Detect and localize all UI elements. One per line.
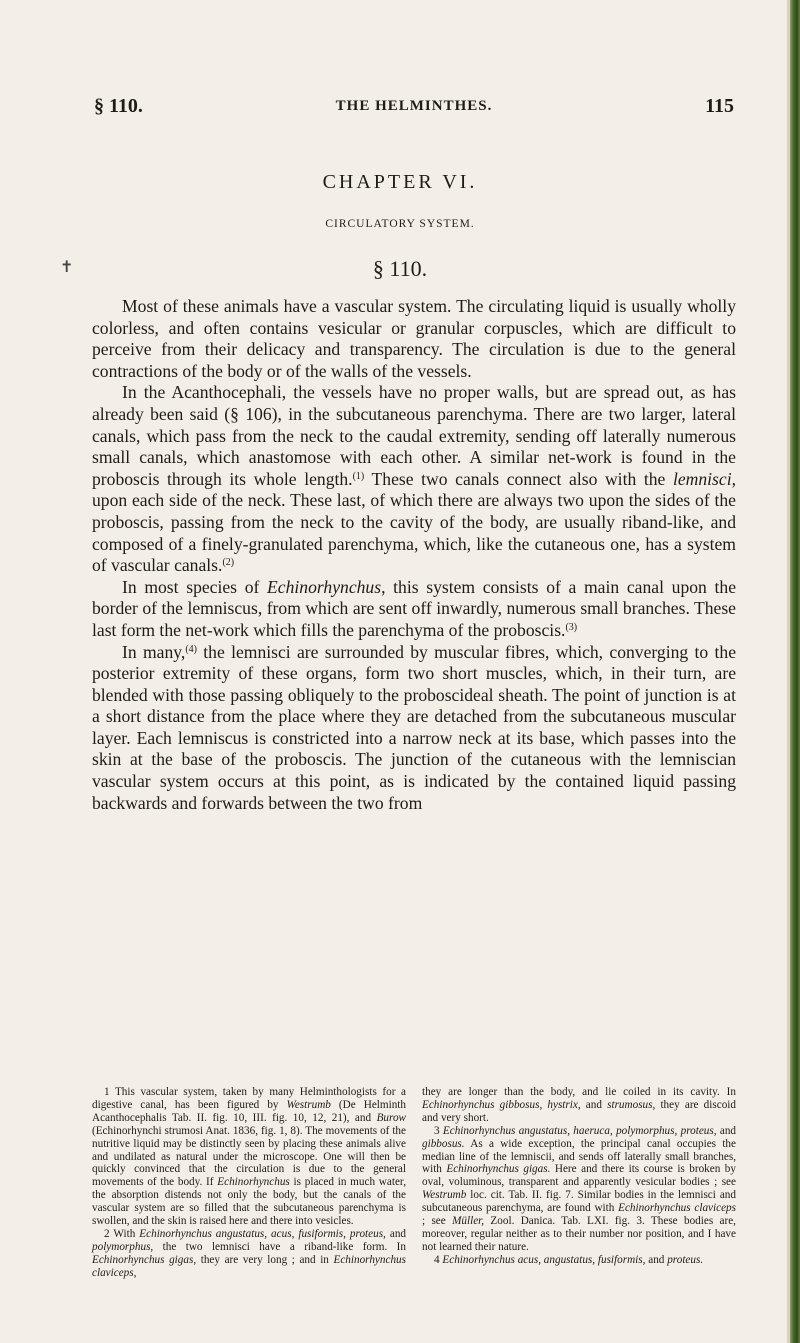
footnote-text: 2 With [104, 1227, 140, 1240]
footnote-italic: Westrumb [422, 1189, 467, 1202]
footnote-italic: Echinorhynchus claviceps [618, 1202, 736, 1215]
footnote-4 [422, 1254, 736, 1267]
book-cover-edge [790, 0, 800, 1343]
footnote-ref: (3) [565, 621, 578, 633]
page-number: 115 [705, 95, 734, 117]
chapter-heading: CHAPTER VI. [322, 171, 478, 193]
footnote-2 [92, 1228, 406, 1280]
footnote-1 [92, 1086, 406, 1228]
footnote-text: they are very long ; and in [196, 1253, 334, 1266]
footnote-text: ; see [422, 1215, 453, 1228]
footnote-italic: Westrumb [286, 1098, 331, 1111]
footnote-italic: strumosus, [607, 1098, 656, 1111]
body-text [92, 296, 736, 814]
footnote-italic: Müller, [452, 1215, 485, 1228]
footnote-italic: Echinorhynchus gigas. [446, 1163, 551, 1176]
paragraph-3 [92, 577, 736, 642]
footnote-italic: Echinorhynchus [217, 1176, 290, 1189]
paragraph-text: In many, [122, 641, 186, 662]
footnotes-right-column [422, 1086, 736, 1280]
paragraph-1 [92, 296, 736, 382]
paragraph-text: In the Acanthocephali, the vessels have no proper walls, but are spread out, as has already been said (§ 106), in the subcutaneous parenchyma. There are two larger, lateral canals, which pass from the neck to the caudal extremity, sending off laterally numerous small canals, which anastomose with each other. A similar net-work is found in the proboscis through its whole length. [92, 382, 736, 489]
footnote-italic: Echinorhynchus angustatus, haeruca, polymorphus, proteus, [442, 1124, 717, 1137]
footnote-italic: Burow [376, 1111, 406, 1124]
footnote-text: 3 [434, 1124, 443, 1137]
italic-term: lemnisci [672, 468, 732, 489]
paragraph-text: , upon each side of the neck. These last, of which there are always two upon the sides of the proboscis, passing from the neck to the cavity of the body, are usually riband-like, and composed of a finely-granulated parenchyma, which, like the cutaneous one, has a system of vascular canals. [92, 468, 737, 576]
footnote-text: Zool. Danica. Tab. LXI. fig. 3. These bodies are, moreover, regular neither as to their number nor position, and I have not learned their nature. [422, 1215, 736, 1253]
footnote-text: 1 This vascular system, taken by many Helminthologists for a digestive canal, has been figured by [92, 1086, 406, 1111]
footnote-text: 4 [434, 1253, 443, 1266]
footnote-text: and [645, 1253, 668, 1266]
footnote-ref: (4) [185, 643, 197, 655]
footnote-text: and [580, 1098, 608, 1111]
footnote-italic: Echinorhynchus gigas, [92, 1253, 197, 1266]
footnote-text: and [385, 1227, 407, 1240]
footnote-text: Here and there its course is broken by oval, voluminous, transparent and apparently vesicular bodies ; see [422, 1163, 736, 1189]
italic-term: Echinorhynchus [267, 576, 382, 597]
paragraph-4 [92, 642, 736, 815]
running-head [94, 94, 734, 118]
footnote-italic: proteus. [667, 1253, 704, 1266]
footnote-italic: Echinorhynchus gibbosus, hystrix, [422, 1098, 581, 1111]
footnote-italic: Echinorhynchus acus, angustatus, fusiformis, [442, 1253, 646, 1266]
footnote-text: (De Helminth Acanthocephalis Tab. II. fig. 10, III. fig. 10, 12, 21), and [92, 1098, 406, 1124]
margin-mark: ✝ [60, 259, 74, 276]
paragraph-text: the lemnisci are surrounded by muscular fibres, which, converging to the posterior extremity of these organs, form two short muscles, which, in their turn, are blended with those passing obliquely to the proboscideal sheath. The point of junction is at a short distance from the place where they are detached from the subcutaneous muscular layer. Each lemniscus is constricted into a narrow neck at its base, which passes into the skin at the base of the proboscis. The junction of the cutaneous with the lemniscian vascular system occurs at this point, as is indicated by the contained liquid passing backwards and forwards between the two from [92, 641, 737, 813]
footnote-italic: Echinorhynchus claviceps, [92, 1253, 406, 1279]
footnote-text: As a wide exception, the principal canal occupies the median line of the lemniscii, and sends off laterally small branches, with [422, 1137, 736, 1176]
footnotes [92, 1086, 736, 1280]
paragraph-text: In most species of [122, 576, 268, 597]
section-heading: § 110. [372, 256, 428, 281]
footnote-3 [422, 1125, 736, 1254]
running-head-title: THE HELMINTHES. [335, 98, 493, 114]
footnote-ref: (2) [222, 557, 235, 569]
footnote-text: loc. cit. Tab. II. fig. 7. Similar bodies in the lemnisci and subcutaneous parenchyma, are found with [422, 1189, 736, 1215]
footnote-text: (Echinorhynchi strumosi Anat. 1836, fig. 1, 8). The movements of the nutritive liquid may be distinctly seen by placing these animals alive and undilated as natural under the microscope. One will then be quickly convinced that the circulation is due to the general movements of the body. If [92, 1124, 406, 1189]
footnote-text: they are discoid and very short. [422, 1098, 736, 1124]
footnote-text: the two lemnisci have a riband-like form. In [153, 1240, 406, 1253]
footnote-text: and [716, 1124, 737, 1137]
footnote-text: they are longer than the body, and lie coiled in its cavity. In [422, 1086, 736, 1098]
footnotes-left-column [92, 1086, 406, 1280]
chapter-subtitle: CIRCULATORY SYSTEM. [325, 218, 475, 230]
paragraph-text: Most of these animals have a vascular system. The circulating liquid is usually wholly colorless, and often contains vesicular or granular corpuscles, which are difficult to perceive from their delicacy and transparency. The circulation is due to the general contractions of the body or of the walls of the vessels. [92, 296, 736, 381]
footnote-2-continued [422, 1086, 736, 1125]
footnote-italic: gibbosus. [422, 1137, 465, 1150]
paragraph-text: , this system consists of a main canal upon the border of the lemniscus, from which are sent off inwardly, numerous small branches. These last form the net-work which fills the parenchyma of the proboscis. [92, 576, 736, 640]
footnote-text: is placed in much water, the absorption distends not only the body, but the canals of the vascular system are so filled that the subcutaneous parenchyma is swollen, and the skin is raised here and there into vesicles. [92, 1176, 406, 1228]
paragraph-text: These two canals connect also with the [364, 468, 673, 489]
footnote-italic: Echinorhynchus angustatus, acus, fusiformis, proteus, [139, 1227, 386, 1240]
running-head-section: § 110. [94, 95, 143, 117]
paragraph-2 [92, 382, 736, 576]
footnote-italic: polymorphus, [92, 1240, 154, 1253]
footnote-ref: (1) [352, 470, 365, 482]
